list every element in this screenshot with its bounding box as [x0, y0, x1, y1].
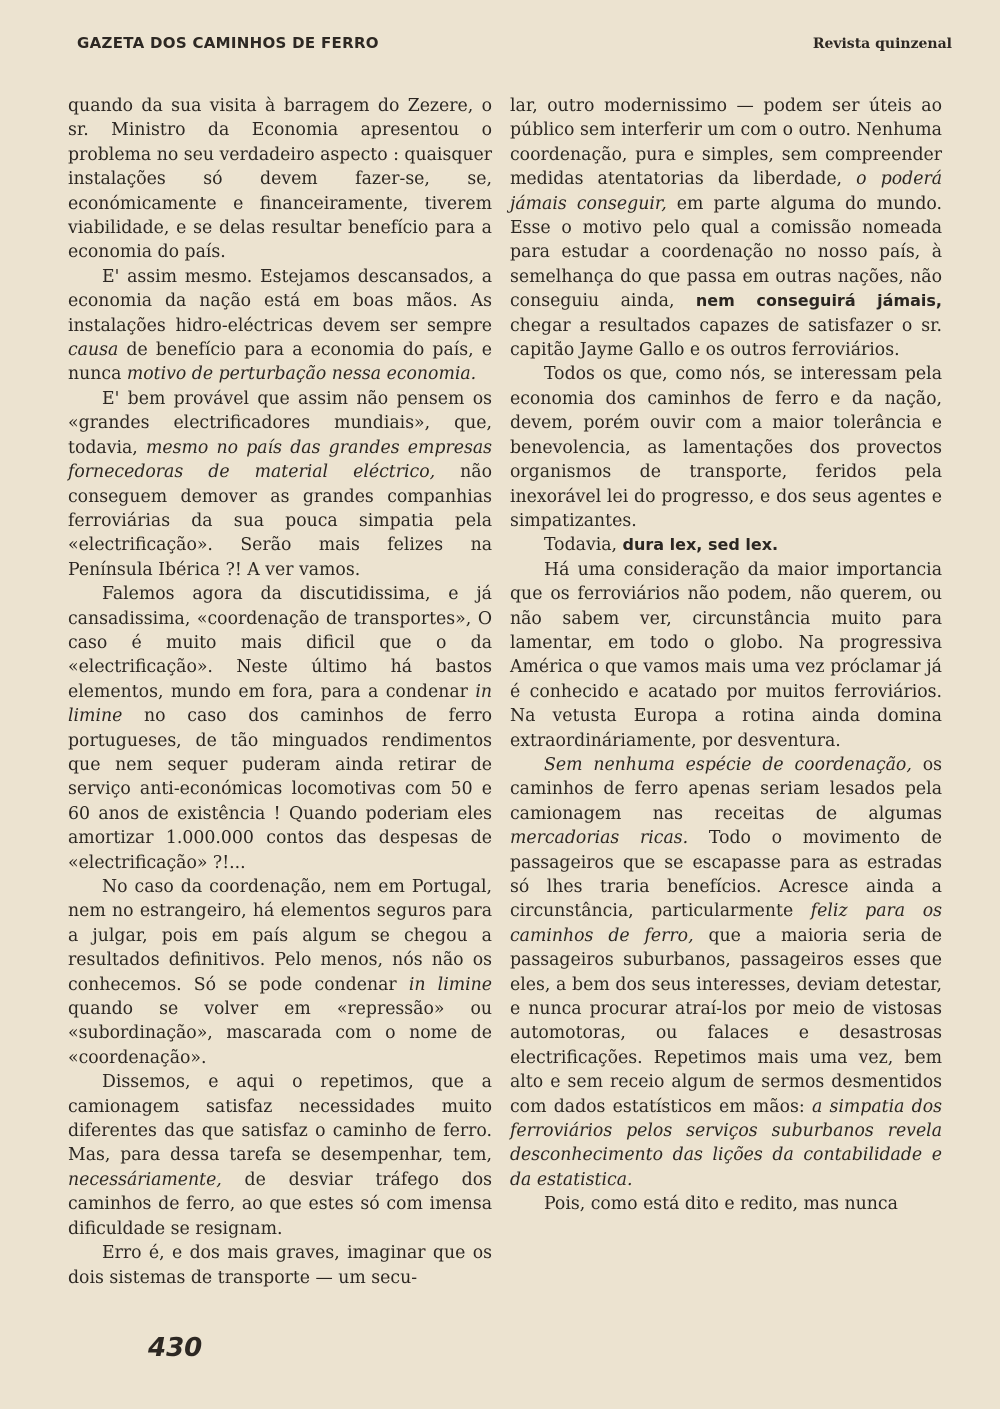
paragraph: Dissemos, e aqui o repetimos, que a camionagem satisfaz necessidades muito diferentes das que satisfaz o caminho de ferro. Mas, para dessa tarefa se desempenhar, tem, necessáriamente, de desviar tráfego dos caminhos de ferro, ao que estes só com imensa dificuldade se resignam.	[68, 1072, 492, 1239]
paragraph: E' assim mesmo. Estejamos descansados, a economia da nação está em boas mãos. As instalações hidro-eléctricas devem ser sempre causa de benefício para a economia do país, e nunca motivo de perturbação nessa economia.	[68, 266, 492, 385]
paragraph: lar, outro modernissimo — podem ser úteis ao público sem interferir um com o outro. Nenhuma coordenação, pura e simples, sem compreender medidas atentatorias da liberdade, o poderá jámais conseguir, em parte alguma do mundo. Esse o motivo pelo qual a comissão nomeada para estudar a coordenação no nosso país, à semelhança do que passa em outras nações, não conseguiu ainda, nem conseguirá jámais, chegar a resultados capazes de satisfazer o sr. capitão Jayme Gallo e os outros ferroviários.	[510, 96, 943, 361]
paragraph: Pois, como está dito e redito, mas nunca	[544, 1194, 898, 1215]
paragraph: Erro é, e dos mais graves, imaginar que os dois sistemas de transporte — um secu-	[68, 1243, 492, 1288]
right-column	[510, 94, 942, 1217]
paragraph: Todos os que, como nós, se interessam pela economia dos caminhos de ferro e da nação, devem, porém ouvir com a maior tolerância e benevolencia, as lamentações dos provectos organismos de transporte, feridos pela inexorável lei do progresso, e dos seus agentes e simpatizantes.	[510, 364, 942, 531]
paragraph: Há uma consideração da maior importancia que os ferroviários não podem, não querem, ou não sabem ver, circunstância muito para lamentar, em todo o globo. Na progressiva América o que vamos mais uma vez próclamar já é conhecido e acatado por muitos ferroviários. Na vetusta Europa a rotina ainda domina extraordináriamente, por desventura.	[510, 559, 942, 751]
paragraph: Sem nenhuma espécie de coordenação, os caminhos de ferro apenas seriam lesados pela camionagem nas receitas de algumas mercadorias ricas. Todo o movimento de passageiros que se escapasse para as estradas só lhes traria benefícios. Acresce ainda a circunstância, particularmente feliz para os caminhos de ferro, que a maioria seria de passageiros suburbanos, passageiros esses que eles, a bem dos seus interesses, deviam detestar, e nunca procurar atraí-los por meio de vistosas automotoras, ou falaces e desastrosas electrificações. Repetimos mais uma vez, bem alto e sem receio algum de sermos desmentidos com dados estatísticos em mãos: a simpatia dos ferroviários pelos serviços suburbanos revela desconhecimento das lições da contabilidade e da estatistica.	[510, 754, 943, 1190]
paragraph: Todavia, dura lex, sed lex.	[544, 535, 779, 556]
journal-title: GAZETA DOS CAMINHOS DE FERRO	[77, 34, 379, 52]
left-column	[68, 94, 492, 1290]
journal-subtitle: Revista quinzenal	[812, 36, 952, 52]
paragraph: E' bem provável que assim não pensem os «grandes electrificadores mundiais», que, todavia, mesmo no país das grandes empresas fornecedoras de material eléctrico, não conseguem demover as grandes companhias ferroviárias da sua pouca simpatia pela «electrificação». Serão mais felizes na Península Ibérica ?! A ver vamos.	[68, 388, 492, 580]
page-number: 430	[148, 1333, 203, 1363]
paragraph: Falemos agora da discutidissima, e já cansadissima, «coordenação de transportes», O caso é muito mais dificil que o da «electrificação». Neste último há bastos elementos, mundo em fora, para a condenar in limine no caso dos caminhos de ferro portugueses, de tão minguados rendimentos que nem sequer puderam ainda retirar de serviço anti-económicas locomotivas com 50 e 60 anos de existência ! Quando poderiam eles amortizar 1.000.000 contos das despesas de «electrificação» ?!...	[68, 584, 492, 873]
paragraph: No caso da coordenação, nem em Portugal, nem no estrangeiro, há elementos seguros para a julgar, pois em país algum se chegou a resultados definitivos. Pelo menos, nós não os conhecemos. Só se pode condenar in limine quando se volver em «repressão» ou «subordinação», mascarada com o nome de «coordenação».	[68, 877, 492, 1068]
paragraph: quando da sua visita à barragem do Zezere, o sr. Ministro da Economia apresentou o problema no seu verdadeiro aspecto : quaisquer instalações só devem fazer-se, se, económicamente e financeiramente, tiverem viabilidade, e se delas resultar benefício para a economia do país.	[68, 96, 492, 263]
